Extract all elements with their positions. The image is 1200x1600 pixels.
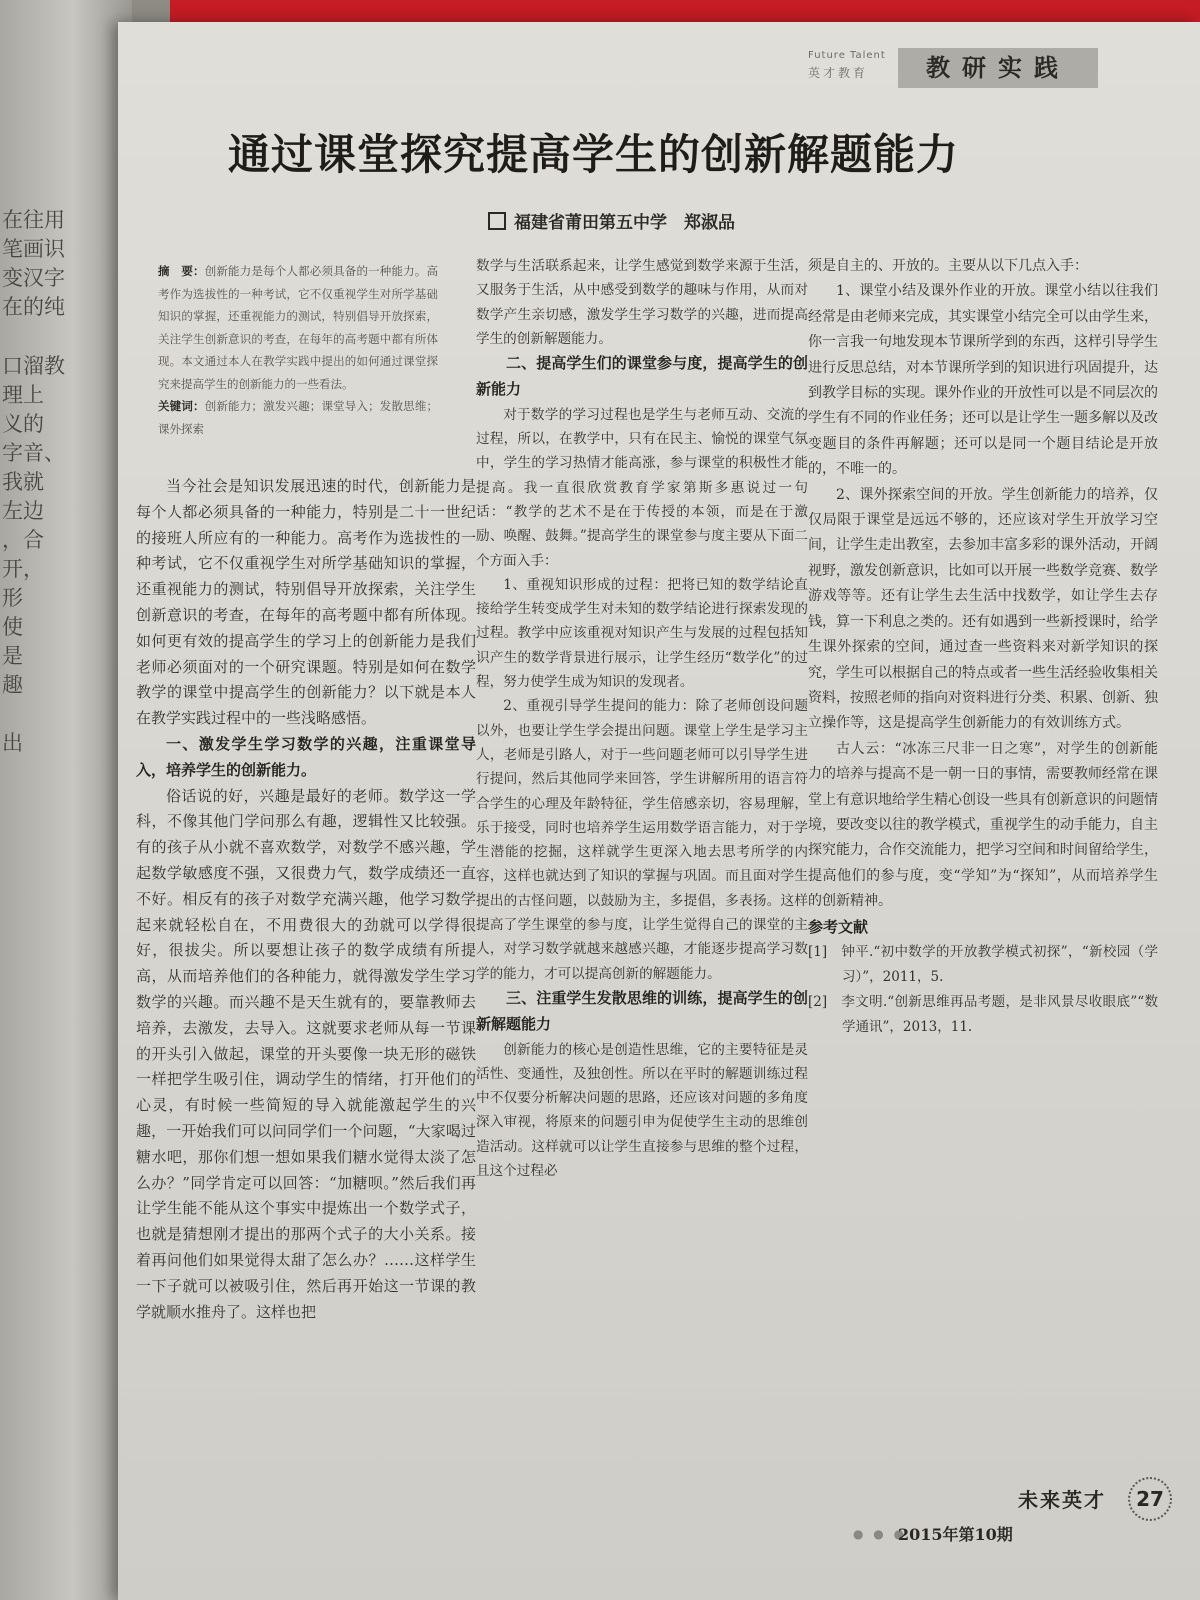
- paragraph: 1、课堂小结及课外作业的开放。课堂小结以往我们经常是由老师来完成，其实课堂小结完全可以由学生来，你一言我一句地发现本节课所学到的东西，这样引导学生进行反思总结，对本节课所学到的知识进行巩固提升，达到教学目标的实现。课外作业的开放性可以是不同层次的学生有不同的作业任务；还可以是让学生一题多解以及改变题目的条件再解题；还可以是同一个题目结论是开放的，不唯一的。: [808, 283, 1158, 478]
- left-page-fragment: 义的: [2, 412, 44, 436]
- section-heading: 一、激发学生学习数学的兴趣，注重课堂导入，培养学生的创新能力。: [136, 734, 476, 779]
- issue-label: 2015年第10期: [898, 1525, 1013, 1544]
- paragraph: 1、重视知识形成的过程：把将已知的数学结论直接给学生转变成学生对未知的数学结论进行探索发现的过程。教学中应该重视对知识产生与发展的过程包括知识产生的数学背景进行展示，让学生经历“数学化”的过程，努力使学生成为知识的发现者。: [476, 576, 808, 691]
- paragraph: 对于数学的学习过程也是学生与老师互动、交流的过程，所以，在教学中，只有在民主、愉悦的课堂气氛中，学生的学习热情才能高涨，参与课堂的积极性才能提高。我一直很欣赏教育学家第斯多惠说过一句话：“教学的艺术不是在于传授的本领，而是在于激励、唤醒、鼓舞。”提高学生的课堂参与度主要从下面二个方面入手：: [476, 406, 808, 569]
- paragraph: 2、重视引导学生提问的能力：除了老师创设问题以外，也要让学生学会提出问题。课堂上学生是学习主人，老师是引路人，对于一些问题老师可以引导学生进行提问，然后其他同学来回答，学生讲解所用的语言符合学生的心理及年龄特征，学生倍感亲切，容易理解，乐于接受，同时也培养学生运用数学语言能力，对于学生潜能的挖掘，这样就学生更深入地去思考所学的内容，这样也就达到了知识的掌握与巩固。而且面对学生提出的古怪问题，以鼓励为主，多提倡，多表扬。这样提高了学生课堂的参与度，让学生觉得自己的课堂的主人，对学习数学就越来越感兴趣，才能逐步提高学习数学的能力，才可以提高创新的解题能力。: [476, 698, 808, 982]
- header-chinese: 英才教育: [808, 66, 869, 80]
- footer-dots-decoration: ● ● ●: [853, 1527, 908, 1541]
- reference-item: [1] 钟平.“初中数学的开放教学模式初探”，“新校园（学习）”，2011，5.: [808, 943, 1158, 985]
- abstract-text: 创新能力是每个人都必须具备的一种能力。高考作为选拔性的一种考试，它不仅重视学生对所学基础知识的掌握，还重视能力的测试，特别倡导开放探索，关注学生创新意识的考查，在每年的高考题中都有所体现。本文通过本人在教学实践中提出的如何通过课堂探究来提高学生的创新能力的一些看法。: [158, 264, 439, 391]
- keywords-text: 创新能力；激发兴趣；课堂导入；发散思维；课外探索: [158, 399, 439, 436]
- left-page-fragment: 笔画识: [2, 237, 65, 261]
- left-page-fragment: 左边: [2, 499, 44, 523]
- paragraph: 俗话说的好，兴趣是最好的老师。数学这一学科，不像其他门学问那么有趣，逻辑性又比较强。有的孩子从小就不喜欢数学，对数学不感兴趣，学起数学敏感度不强，又很费力气，数学成绩还一直不好。相反有的孩子对数学充满兴趣，他学习数学起来就轻松自在，不用费很大的劲就可以学得很好，很拔尖。所以要想让孩子的数学成绩有所提高，从而培养他们的各种能力，就得激发学生学习数学的兴趣。而兴趣不是天生就有的，要靠教师去培养，去激发，去导入。这就要求老师从每一节课的开头引入做起，课堂的开头要像一块无形的磁铁一样把学生吸引住，调动学生的情绪，打开他们的心灵，有时候一些简短的导入就能激起学生的兴趣，一开始我们可以问同学们一个问题，“大家喝过糖水吧，那你们想一想如果我们糖水觉得太淡了怎么办？”同学肯定可以回答：“加糖呗。”然后我们再让学生能不能从这个事实中提炼出一个数学式子，也就是猜想刚才提出的那两个式子的大小关系。接着再问他们如果觉得太甜了怎么办？……这样学生一下子就可以被吸引住，然后再开始这一节课的教学就顺水推舟了。这样也把: [136, 786, 476, 1321]
- paragraph: 古人云：“冰冻三尺非一日之寒”，对学生的创新能力的培养与提高不是一朝一日的事情，需要教师经常在课堂上有意识地给学生精心创设一些具有创新意识的问题情境，要改变以往的教学模式，重视学生的动手能力，自主探究能力，合作交流能力，把学习空间和时间留给学生，提高他们的参与度，变“学知”为“探知”，从而培养学生的创新精神。: [808, 740, 1158, 910]
- left-page-fragment: 形: [2, 586, 23, 610]
- left-page-fragment: 出: [2, 731, 23, 755]
- column-1: [118, 260, 446, 440]
- section-heading: 二、提高学生们的课堂参与度，提高学生的创新能力: [476, 354, 808, 398]
- article-title: 通过课堂探究提高学生的创新解题能力: [228, 130, 960, 179]
- paragraph: 2、课外探索空间的开放。学生创新能力的培养，仅仅局限于课堂是远远不够的，还应该对学生开放学习空间，让学生走出教室，去参加丰富多彩的课外活动，开阔视野，激发创新意识，比如可以开展一些数学竞赛、数学游戏等等。还有让学生去生活中找数学，如让学生去存钱，算一下利息之类的。还有如遇到一些新授课时，给学生课外探索的空间，通过查一些资料来对新学知识的探究，学生可以根据自己的特点或者一些生活经验收集相关资料，按照老师的指向对资料进行分类、积累、创新、独立操作等，这是提高学生创新能力的有效训练方式。: [808, 486, 1158, 732]
- square-bullet-icon: [488, 212, 506, 230]
- column-3: [808, 254, 1158, 1040]
- reference-item: [2] 李文明.“创新思维再品考题，是非风景尽收眼底”“数学通讯”，2013，11.: [808, 993, 1158, 1035]
- column-2: [476, 254, 808, 1183]
- left-page-fragment: 字音、: [2, 441, 65, 465]
- paragraph: 须是自主的、开放的。主要从以下几点入手：: [808, 258, 1088, 274]
- paragraph: 创新能力的核心是创造性思维，它的主要特征是灵活性、变通性，及独创性。所以在平时的解题训练过程中不仅要分析解决问题的思路，还应该对问题的多角度深入审视，将原来的问题引申为促使学生主动的思维创造活动。这样就可以让学生直接参与思维的整个过程，且这个过程必: [476, 1041, 808, 1179]
- section-badge: 教研实践: [898, 48, 1098, 88]
- left-page-fragment: 变汉字: [2, 266, 65, 290]
- left-page-fragment: 使: [2, 615, 23, 639]
- section-heading: 三、注重学生发散思维的训练，提高学生的创新解题能力: [476, 988, 808, 1033]
- left-page-fragment: 口溜教: [2, 354, 65, 378]
- article-byline: [488, 208, 735, 233]
- paragraph: 数学与生活联系起来，让学生感觉到数学来源于生活，又服务于生活，从中感受到数学的趣味与作用，从而对数学产生亲切感，激发学生学习数学的兴趣，进而提高学生的创新解题能力。: [476, 258, 808, 347]
- left-page-fragment: 理上: [2, 383, 44, 407]
- magazine-logo: 未来英才: [1018, 1488, 1106, 1512]
- left-page-edge: [0, 0, 132, 1600]
- author-affiliation: 福建省莆田第五中学 郑淑品: [514, 213, 735, 233]
- left-page-fragment: 在往用: [2, 208, 65, 232]
- header-english: Future Talent: [808, 50, 886, 61]
- left-page-fragment: ，合: [2, 528, 44, 552]
- paragraph: 当今社会是知识发展迅速的时代，创新能力是每个人都必须具备的一种能力，特别是二十一世纪的接班人所应有的一种能力。高考作为选拔性的一种考试，它不仅重视学生对所学基础知识的掌握，还重视能力的测试，特别倡导开放探索，关注学生创新意识的考查，在每年的高考题中都有所体现。如何更有效的提高学生的学习上的创新能力是我们老师必须面对的一个研究课题。特别是如何在数学教学的课堂中提高学生的创新能力？以下就是本人在教学实践过程中的一些浅略感悟。: [136, 477, 476, 728]
- column-1-body: [136, 474, 476, 1325]
- left-page-fragment: 是: [2, 644, 23, 668]
- abstract: [118, 260, 446, 440]
- page-number: 27: [1128, 1477, 1172, 1521]
- left-page-fragment: 开，: [2, 557, 44, 581]
- keywords-label: 关键词：: [158, 399, 205, 413]
- left-page-fragment: 在的纯: [2, 295, 65, 319]
- abstract-label: 摘 要：: [158, 264, 205, 278]
- references-title: 参考文献: [808, 917, 869, 936]
- magazine-page: [118, 22, 1200, 1600]
- left-page-fragment: 趣: [2, 673, 23, 697]
- left-page-fragment: 我就: [2, 470, 44, 494]
